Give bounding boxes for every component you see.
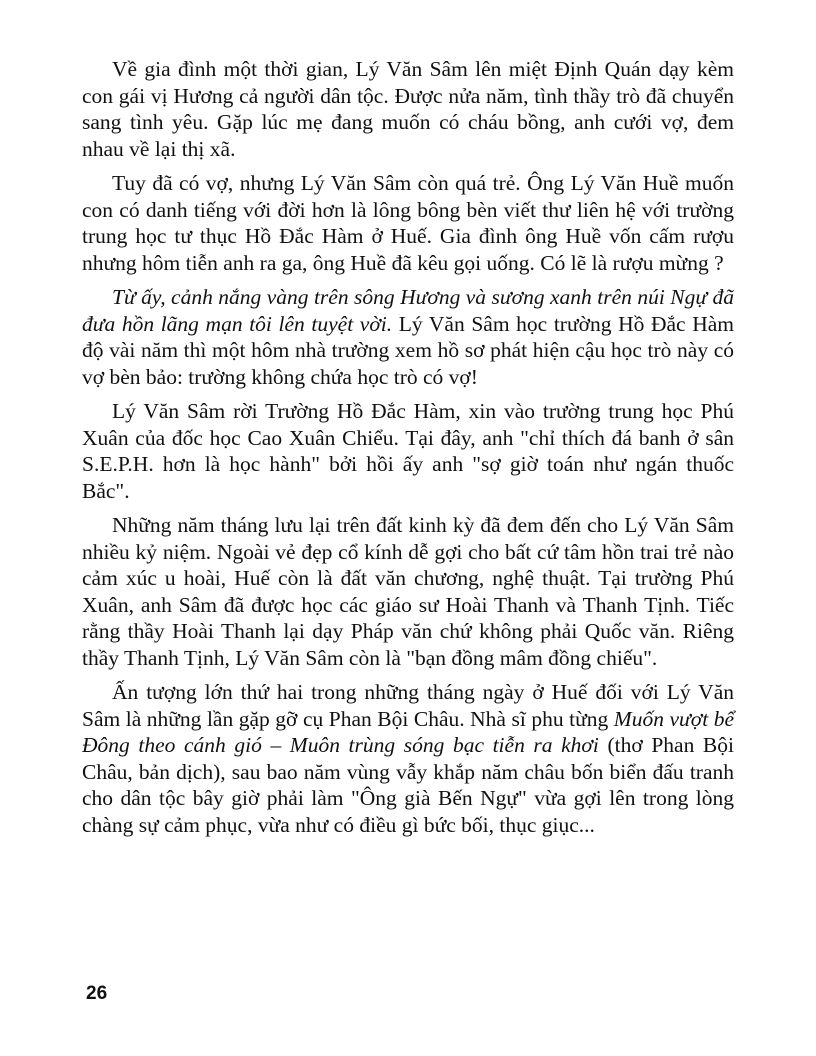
paragraph: Từ ấy, cảnh nắng vàng trên sông Hương và sương xanh trên núi Ngự đã đưa hồn lãng mạn tôi lên tuyệt vời. Lý Văn Sâm học trường Hồ Đắc Hàm độ vài năm thì một hôm nhà trường xem hồ sơ phát hiện cậu học trò này có vợ bèn bảo: trường không chứa học trò có vợ! <box>82 285 734 389</box>
paragraph: Lý Văn Sâm rời Trường Hồ Đắc Hàm, xin vào trường trung học Phú Xuân của đốc học Cao Xuân Chiểu. Tại đây, anh "chỉ thích đá banh ở sân S.E.P.H. hơn là học hành" bởi hồi ấy anh "sợ giờ toán như ngán thuốc Bắc". <box>82 399 734 503</box>
paragraph: Ấn tượng lớn thứ hai trong những tháng ngày ở Huế đối với Lý Văn Sâm là những lần gặp gỡ cụ Phan Bội Châu. Nhà sĩ phu từng Muốn vượt bể Đông theo cánh gió – Muôn trùng sóng bạc tiễn ra khơi (thơ Phan Bội Châu, bản dịch), sau bao năm vùng vẫy khắp năm châu bốn biển đấu tranh cho dân tộc bây giờ phải làm "Ông già Bến Ngự" vừa gợi lên trong lòng chàng sự cảm phục, vừa như có điều gì bức bối, thục giục... <box>82 680 734 837</box>
paragraph: Về gia đình một thời gian, Lý Văn Sâm lên miệt Định Quán dạy kèm con gái vị Hương cả người dân tộc. Được nửa năm, tình thầy trò đã chuyển sang tình yêu. Gặp lúc mẹ đang muốn có cháu bồng, anh cưới vợ, đem nhau về lại thị xã. <box>82 57 734 161</box>
italic-quote: Muốn vượt bể Đông theo cánh gió – Muôn trùng sóng bạc tiễn ra khơi <box>82 706 734 757</box>
italic-quote: Từ ấy, cảnh nắng vàng trên sông Hương và sương xanh trên núi Ngự đã đưa hồn lãng mạn tôi lên tuyệt vời. <box>82 285 734 336</box>
paragraph: Tuy đã có vợ, nhưng Lý Văn Sâm còn quá trẻ. Ông Lý Văn Huề muốn con có danh tiếng với đời hơn là lông bông bèn viết thư liên hệ với trường trung học tư thục Hồ Đắc Hàm ở Huế. Gia đình ông Huề vốn cấm rượu nhưng hôm tiễn anh ra ga, ông Huề đã kêu gọi uống. Có lẽ là rượu mừng ? <box>82 171 734 275</box>
paragraph: Những năm tháng lưu lại trên đất kinh kỳ đã đem đến cho Lý Văn Sâm nhiều kỷ niệm. Ngoài vẻ đẹp cổ kính dễ gợi cho bất cứ tâm hồn trai trẻ nào cảm xúc u hoài, Huế còn là đất văn chương, nghệ thuật. Tại trường Phú Xuân, anh Sâm đã được học các giáo sư Hoài Thanh và Thanh Tịnh. Tiếc rằng thầy Hoài Thanh lại dạy Pháp văn chứ không phải Quốc văn. Riêng thầy Thanh Tịnh, Lý Văn Sâm còn là "bạn đồng mâm đồng chiếu". <box>82 513 734 670</box>
page-body <box>82 56 734 846</box>
page-number: 26 <box>86 983 108 1004</box>
